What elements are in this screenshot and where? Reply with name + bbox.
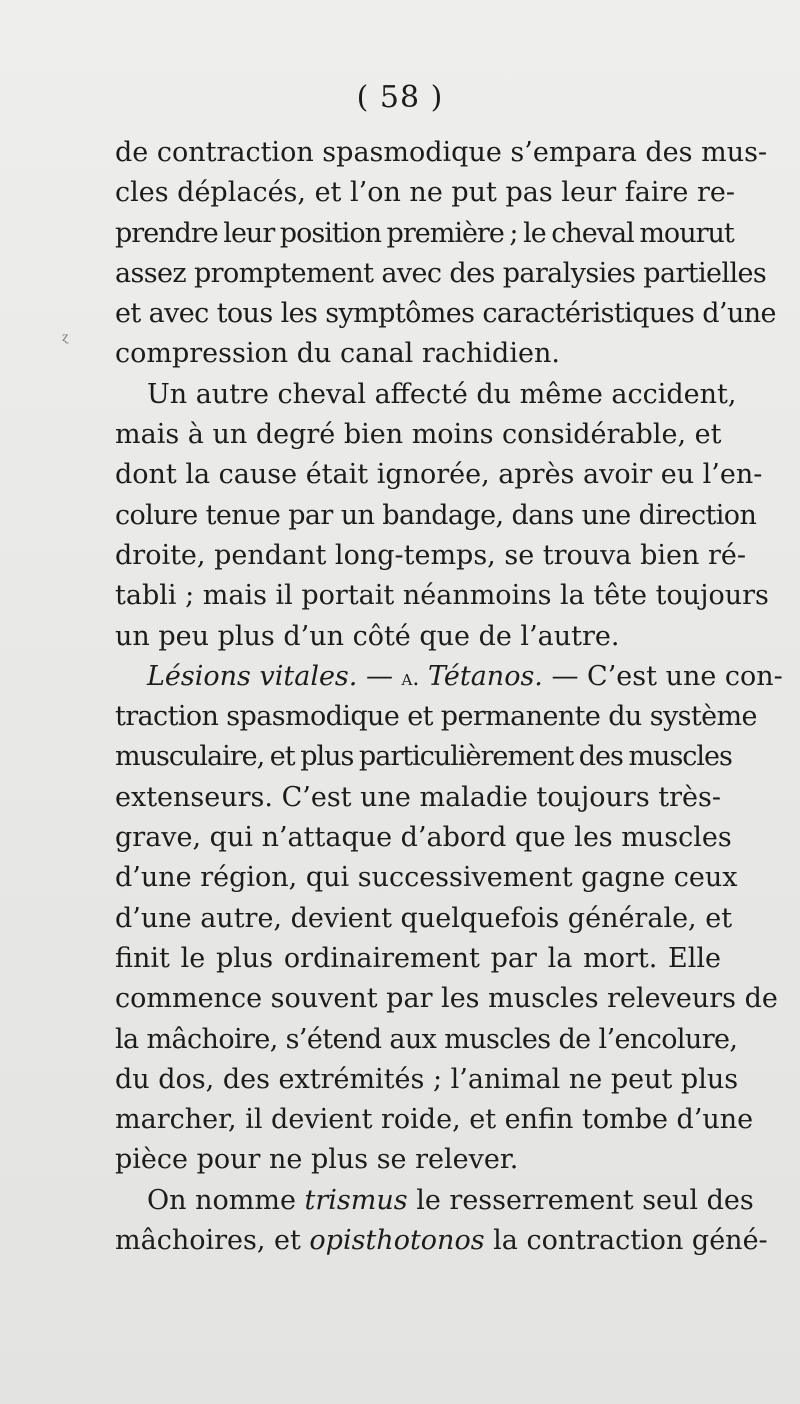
text-line	[115, 899, 733, 939]
text-run: et avec tous les symptômes caractéristiques d’une	[115, 298, 776, 330]
text-line	[115, 133, 768, 173]
text-line	[115, 214, 734, 254]
text-line	[115, 1140, 721, 1180]
text-line	[115, 818, 732, 858]
text-run: traction spasmodique et permanente du système	[115, 701, 757, 733]
text-run: —	[357, 660, 402, 692]
text-run: la contraction géné-	[484, 1225, 768, 1257]
text-line	[115, 375, 737, 415]
text-run: de contraction spasmodique s’empara des mus-	[115, 137, 768, 168]
body-text	[115, 133, 783, 1261]
text-run: marcher, il devient roide, et enfin tombe d’une	[115, 1104, 754, 1136]
text-line	[115, 697, 757, 737]
text-run: d’une autre, devient quelquefois générale, et	[115, 902, 733, 934]
text-line	[115, 737, 732, 777]
text-line	[115, 254, 767, 294]
text-run: d’une région, qui successivement gagne ceux	[115, 862, 738, 894]
italic-text: opisthotonos	[309, 1225, 485, 1257]
text-run: mâchoires, et	[115, 1225, 310, 1257]
text-line	[115, 939, 721, 979]
text-run: un peu plus d’un côté que de l’autre.	[115, 620, 620, 652]
text-run: la mâchoire, s’étend aux muscles de l’encolure,	[115, 1023, 738, 1055]
text-run: du dos, des extrémités ; l’animal ne peut plus	[115, 1063, 739, 1095]
margin-mark: ɀ	[62, 330, 69, 344]
text-run: Un autre cheval affecté du même accident,	[147, 378, 737, 410]
text-run: grave, qui n’attaque d’abord que les muscles	[115, 822, 732, 854]
text-run: droite, pendant long-temps, se trouva bien ré-	[115, 539, 746, 571]
text-run: le resserrement seul des	[407, 1184, 754, 1216]
text-run: pièce pour ne plus se relever.	[115, 1144, 519, 1176]
text-line	[115, 617, 721, 657]
text-line	[115, 1020, 738, 1060]
text-line	[115, 1221, 768, 1261]
text-line	[115, 536, 746, 576]
text-run	[419, 661, 428, 692]
text-run: mais à un degré bien moins considérable, et	[115, 419, 722, 451]
text-line	[115, 334, 721, 374]
text-run: dont la cause était ignorée, après avoir eu l’en-	[115, 459, 763, 491]
text-run: On nomme	[147, 1184, 305, 1216]
text-run: tabli ; mais il portait néanmoins la tête toujours	[115, 580, 769, 612]
italic-text: Tétanos.	[427, 660, 543, 692]
text-line	[115, 778, 721, 818]
text-run: assez promptement avec des paralysies partielles	[115, 257, 767, 289]
text-line	[115, 1060, 739, 1100]
italic-text: Lésions vitales.	[147, 660, 358, 692]
text-run: — C’est une con-	[542, 660, 783, 692]
text-run: prendre leur position première ; le cheval mourut	[115, 217, 734, 249]
text-run: compression du canal rachidien.	[115, 338, 560, 370]
text-line	[115, 294, 776, 334]
small-caps-text: a.	[401, 665, 420, 691]
text-line	[115, 173, 735, 213]
text-line	[115, 415, 721, 455]
text-line	[115, 979, 778, 1019]
text-line	[115, 496, 757, 536]
text-run: musculaire, et plus particulièrement des muscles	[115, 741, 732, 773]
text-run: colure tenue par un bandage, dans une direction	[115, 499, 757, 531]
text-line	[115, 455, 763, 495]
text-line	[115, 576, 769, 616]
page-number: ( 58 )	[356, 80, 444, 115]
text-line	[115, 657, 783, 697]
text-run: commence souvent par les muscles releveurs de	[115, 983, 778, 1015]
text-run: finit le plus ordinairement par la mort. Elle	[115, 942, 721, 974]
text-line	[115, 1181, 754, 1221]
text-line	[115, 1100, 754, 1140]
italic-text: trismus	[304, 1184, 408, 1216]
text-line	[115, 858, 738, 898]
text-run: extenseurs. C’est une maladie toujours très-	[115, 781, 721, 813]
text-run: cles déplacés, et l’on ne put pas leur faire re-	[115, 177, 735, 209]
